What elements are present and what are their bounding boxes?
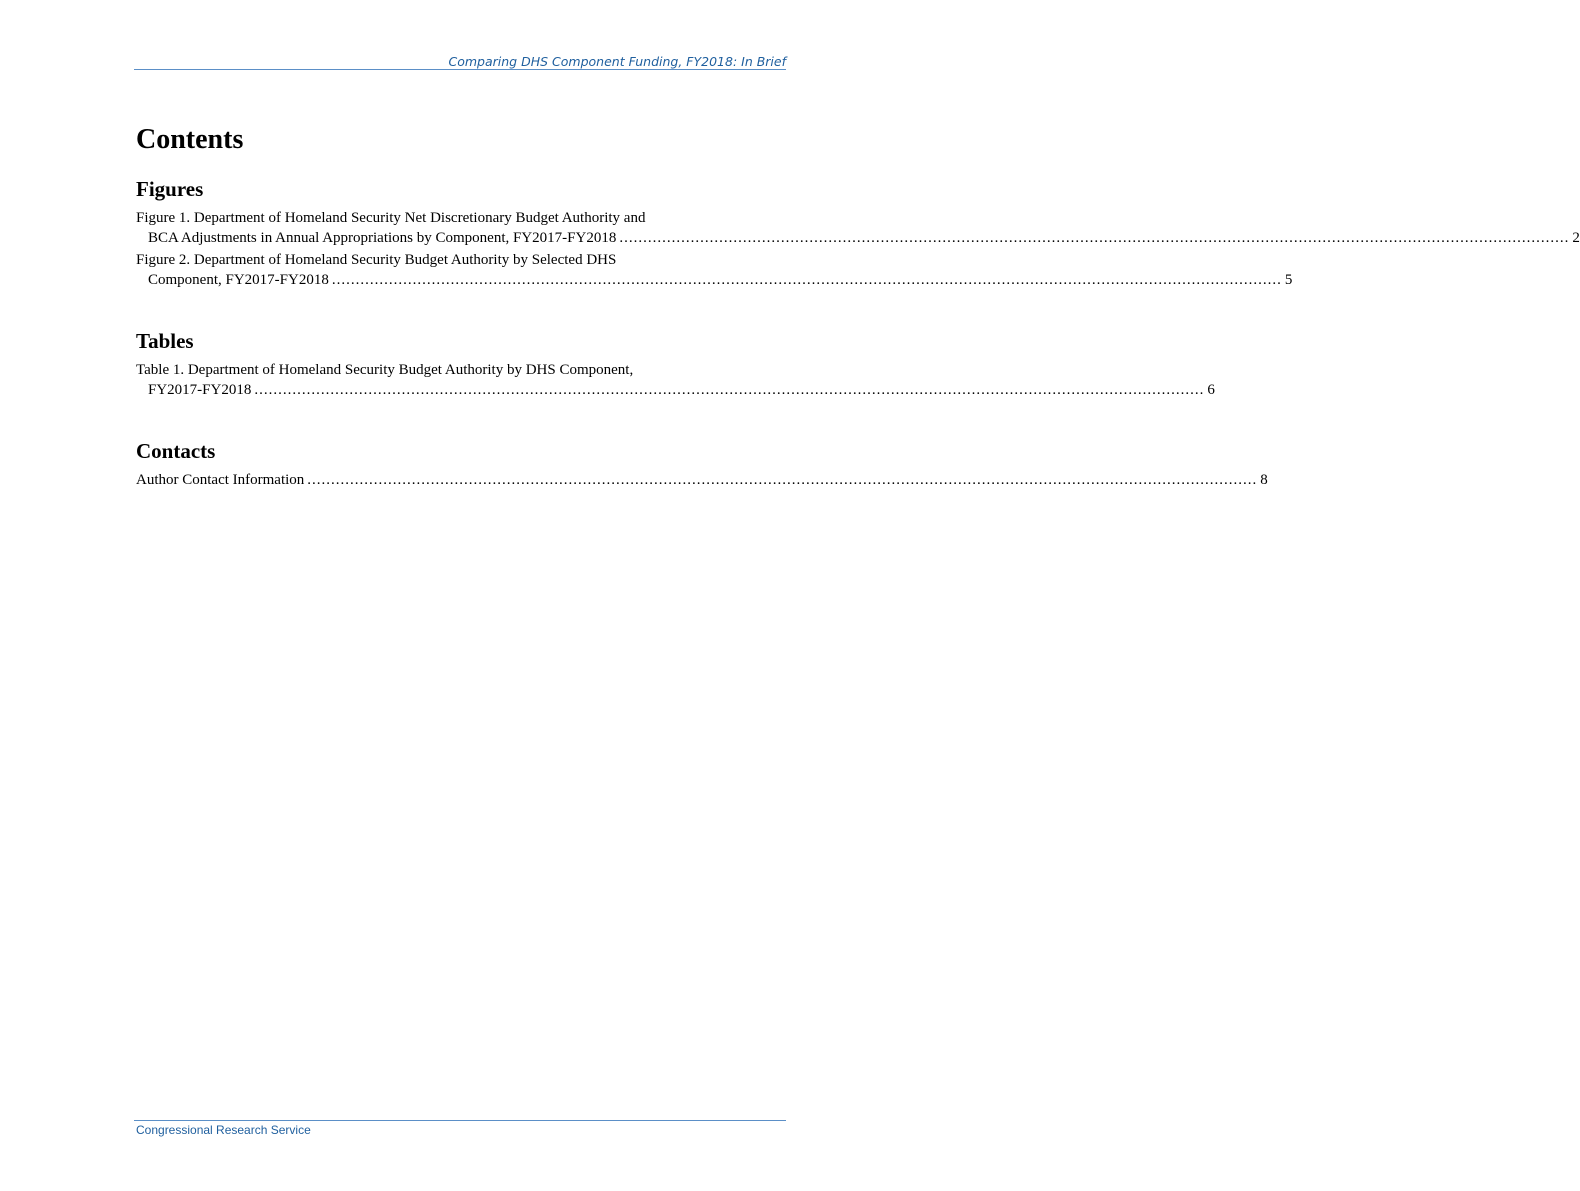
toc-entry-figure-1[interactable] xyxy=(136,208,1580,248)
figures-section-title: Figures xyxy=(136,177,204,201)
contents-title: Contents xyxy=(136,124,244,155)
toc-entry-table-1[interactable] xyxy=(136,360,1215,400)
dot-leader: ........................................................................................................................................................................................................ xyxy=(307,472,1258,488)
toc-entry-text-continued: FY2017-FY2018 xyxy=(148,382,252,398)
toc-page-number: 5 xyxy=(1284,272,1293,288)
toc-entry-text: Figure 2. Department of Homeland Security Budget Authority by Selected DHS xyxy=(136,252,617,268)
contacts-section-title: Contacts xyxy=(136,439,216,463)
table-of-contents xyxy=(136,122,1580,490)
toc-entry-text: Table 1. Department of Homeland Security Budget Authority by DHS Component, xyxy=(136,362,634,378)
tables-section-title: Tables xyxy=(136,329,194,353)
toc-entry-author-contact[interactable] xyxy=(136,470,1268,490)
dot-leader: ........................................................................................................................................................................................................ xyxy=(619,230,1570,246)
header-rule xyxy=(134,69,786,70)
toc-entry-figure-2[interactable] xyxy=(136,250,1293,290)
running-header: Comparing DHS Component Funding, FY2018: In Brief xyxy=(448,54,786,69)
dot-leader: ........................................................................................................................................................................................................ xyxy=(254,382,1205,398)
toc-page-number: 2 xyxy=(1572,230,1580,246)
toc-page-number: 6 xyxy=(1207,382,1215,398)
footer-publisher: Congressional Research Service xyxy=(136,1123,311,1137)
toc-page-number: 8 xyxy=(1260,472,1268,488)
footer-rule xyxy=(134,1120,786,1121)
toc-entry-text-continued: Component, FY2017-FY2018 xyxy=(148,272,329,288)
toc-entry-text-continued: BCA Adjustments in Annual Appropriations by Component, FY2017-FY2018 xyxy=(148,230,617,246)
toc-entry-text: Figure 1. Department of Homeland Security Net Discretionary Budget Authority and xyxy=(136,210,646,226)
toc-entry-text: Author Contact Information xyxy=(136,472,305,488)
dot-leader: ........................................................................................................................................................................................................ xyxy=(331,272,1282,288)
